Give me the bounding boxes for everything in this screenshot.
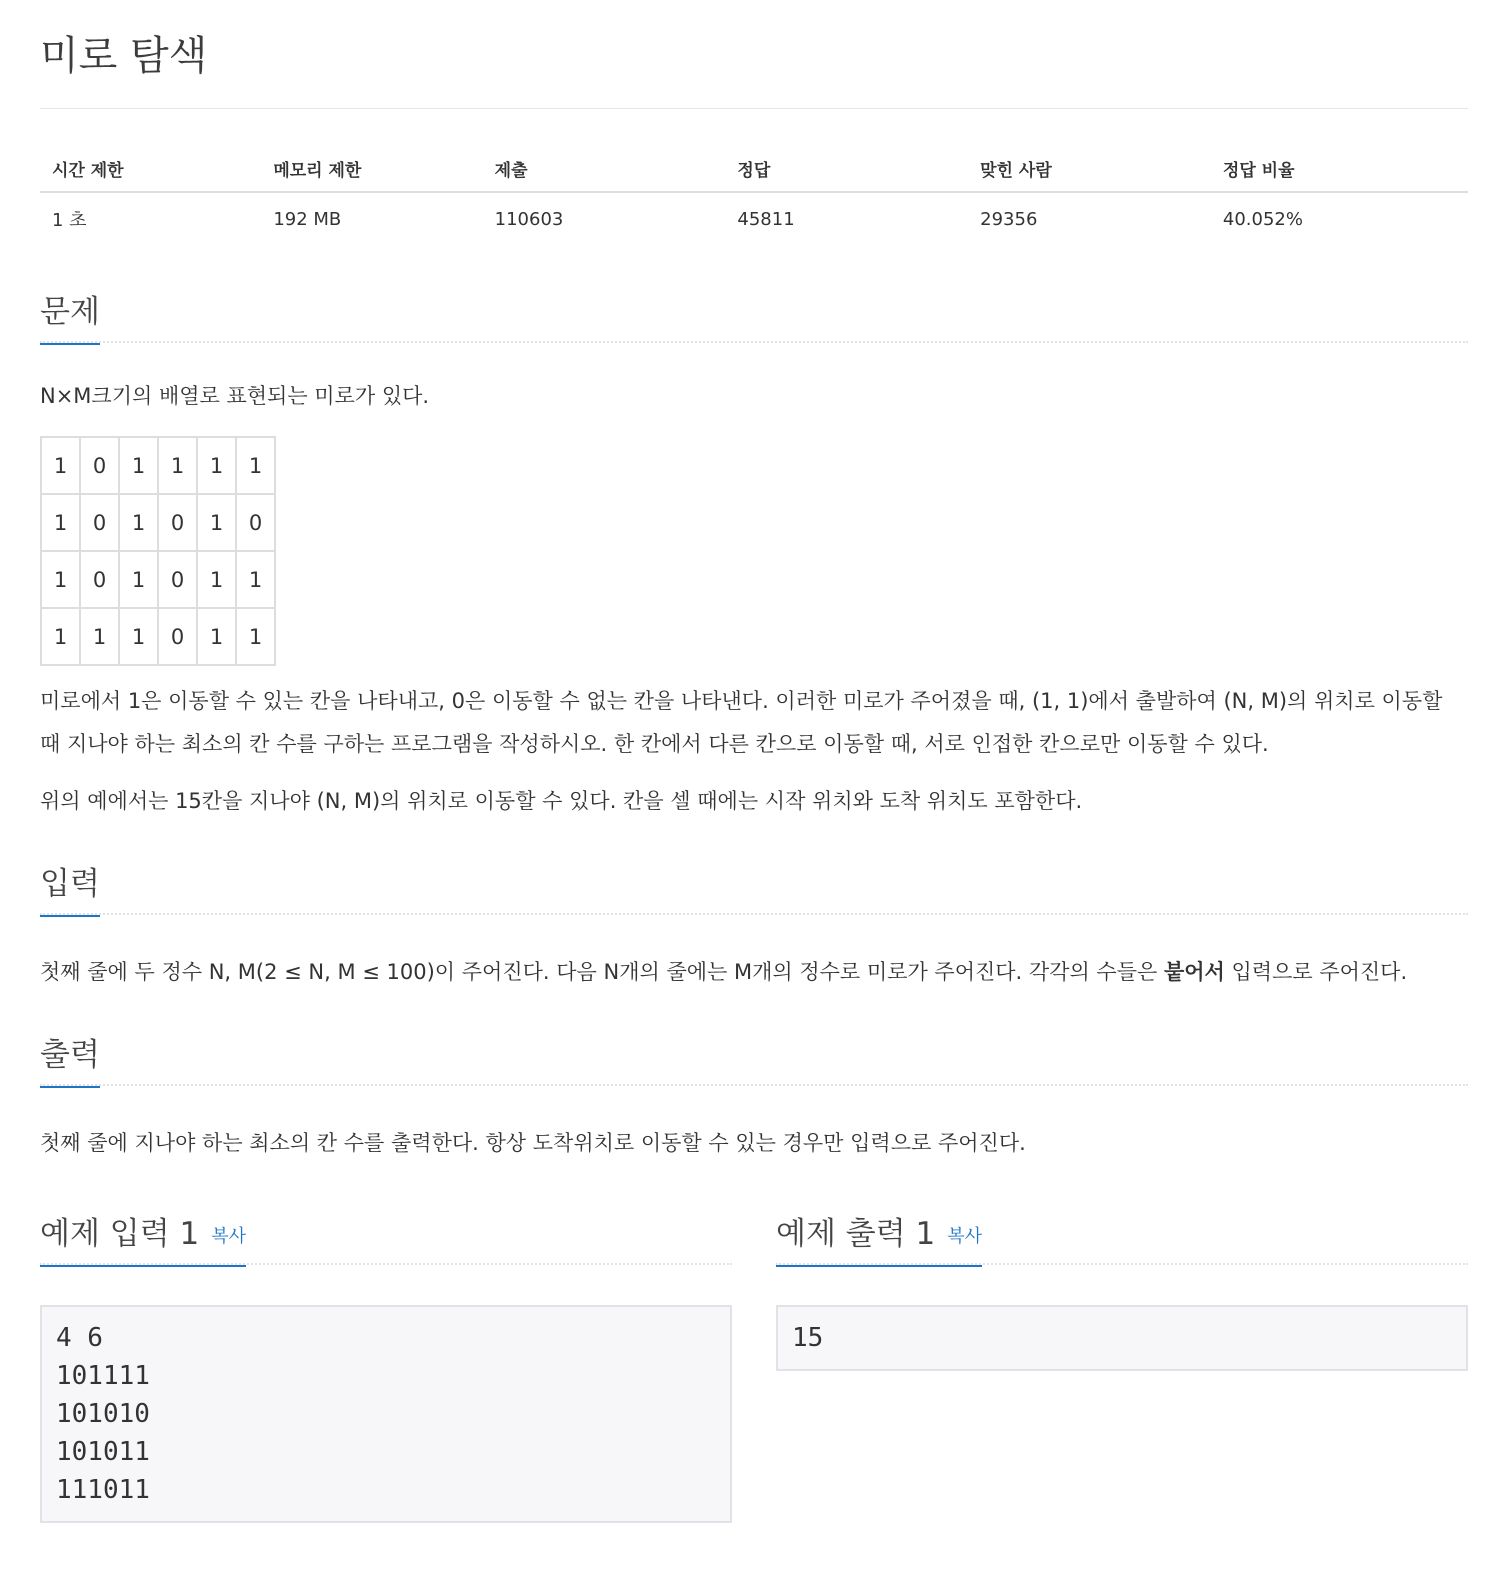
maze-cell: 1 xyxy=(119,551,158,608)
info-header-accepted: 정답 xyxy=(725,145,968,192)
maze-cell: 0 xyxy=(158,494,197,551)
maze-cell: 1 xyxy=(197,437,236,494)
maze-cell: 0 xyxy=(80,494,119,551)
input-description xyxy=(40,951,1468,994)
maze-cell: 1 xyxy=(41,608,80,665)
info-header-time: 시간 제한 xyxy=(40,145,261,192)
info-solvers: 29356 xyxy=(980,208,1038,230)
maze-cell: 1 xyxy=(80,608,119,665)
info-ratio: 40.052% xyxy=(1222,208,1303,230)
info-header-row xyxy=(40,145,1468,192)
maze-cell: 1 xyxy=(236,437,275,494)
sample-input-block xyxy=(40,1209,732,1523)
maze-cell: 1 xyxy=(41,437,80,494)
maze-cell: 1 xyxy=(197,608,236,665)
maze-cell: 1 xyxy=(119,494,158,551)
sample-input-title: 예제 입력 1 xyxy=(40,1216,200,1252)
output-description: 첫째 줄에 지나야 하는 최소의 칸 수를 출력한다. 항상 도착위치로 이동할 수 있는 경우만 입력으로 주어진다. xyxy=(40,1131,1026,1155)
info-accepted: 45811 xyxy=(737,208,795,230)
maze-table xyxy=(40,436,276,666)
input-text-after: 입력으로 주어진다. xyxy=(1224,960,1408,984)
maze-row xyxy=(41,551,275,608)
info-header-ratio: 정답 비율 xyxy=(1211,145,1468,192)
maze-cell: 1 xyxy=(119,608,158,665)
samples-row xyxy=(40,1209,1468,1523)
problem-example-note: 위의 예에서는 15칸을 지나야 (N, M)의 위치로 이동할 수 있다. 칸을 셀 때에는 시작 위치와 도착 위치도 포함한다. xyxy=(40,789,1083,813)
info-header-memory: 메모리 제한 xyxy=(261,145,482,192)
sample-output-code: 15 xyxy=(776,1305,1468,1371)
input-text-before: 첫째 줄에 두 정수 N, M(2 ≤ N, M ≤ 100)이 주어진다. 다음 N개의 줄에는 M개의 정수로 미로가 주어진다. 각각의 수들은 xyxy=(40,960,1164,984)
input-heading: 입력 xyxy=(40,861,100,917)
sample-output-header xyxy=(776,1209,1468,1265)
sample-input-code: 4 6 101111 101010 101011 111011 xyxy=(40,1305,732,1523)
sample-input-copy-button[interactable]: 복사 xyxy=(211,1226,246,1247)
maze-row xyxy=(41,608,275,665)
problem-section-header xyxy=(40,287,1468,343)
sample-output-copy-button[interactable]: 복사 xyxy=(947,1226,982,1247)
maze-row xyxy=(41,437,275,494)
page-title: 미로 탐색 xyxy=(40,0,1468,109)
input-text-bold: 붙어서 xyxy=(1163,960,1225,984)
output-section-header xyxy=(40,1030,1468,1086)
info-submissions: 110603 xyxy=(494,208,564,230)
problem-body xyxy=(40,375,1468,823)
maze-cell: 0 xyxy=(80,551,119,608)
maze-cell: 1 xyxy=(236,608,275,665)
output-heading: 출력 xyxy=(40,1032,100,1088)
problem-intro: N×M크기의 배열로 표현되는 미로가 있다. xyxy=(40,384,430,408)
maze-cell: 1 xyxy=(41,494,80,551)
input-section-header xyxy=(40,859,1468,915)
sample-output-title: 예제 출력 1 xyxy=(776,1216,936,1252)
maze-cell: 1 xyxy=(197,494,236,551)
maze-cell: 0 xyxy=(80,437,119,494)
problem-description: 미로에서 1은 이동할 수 있는 칸을 나타내고, 0은 이동할 수 없는 칸을 나타낸다. 이러한 미로가 주어졌을 때, (1, 1)에서 출발하여 (N, M)의 위치로 이동할 때 지나야 하는 최소의 칸 수를 구하는 프로그램을 작성하시오. 한 칸에서 다른 칸으로 이동할 때, 서로 인접한 칸으로만 이동할 수 있다. xyxy=(40,689,1443,756)
info-value-row xyxy=(40,192,1468,245)
sample-input-header xyxy=(40,1209,732,1265)
maze-cell: 1 xyxy=(119,437,158,494)
info-time-limit: 1 초 xyxy=(52,210,87,231)
maze-cell: 0 xyxy=(236,494,275,551)
info-header-solvers: 맞힌 사람 xyxy=(968,145,1211,192)
info-memory-limit: 192 MB xyxy=(273,208,342,230)
maze-cell: 1 xyxy=(236,551,275,608)
maze-cell: 0 xyxy=(158,608,197,665)
problem-heading: 문제 xyxy=(40,289,100,345)
maze-cell: 1 xyxy=(197,551,236,608)
problem-page xyxy=(40,0,1468,1523)
problem-info-table xyxy=(40,145,1468,245)
sample-output-block xyxy=(776,1209,1468,1523)
maze-cell: 1 xyxy=(41,551,80,608)
maze-row xyxy=(41,494,275,551)
sample-input-heading xyxy=(40,1211,246,1267)
maze-cell: 0 xyxy=(158,551,197,608)
info-header-submissions: 제출 xyxy=(483,145,726,192)
sample-output-heading xyxy=(776,1211,982,1267)
maze-cell: 1 xyxy=(158,437,197,494)
